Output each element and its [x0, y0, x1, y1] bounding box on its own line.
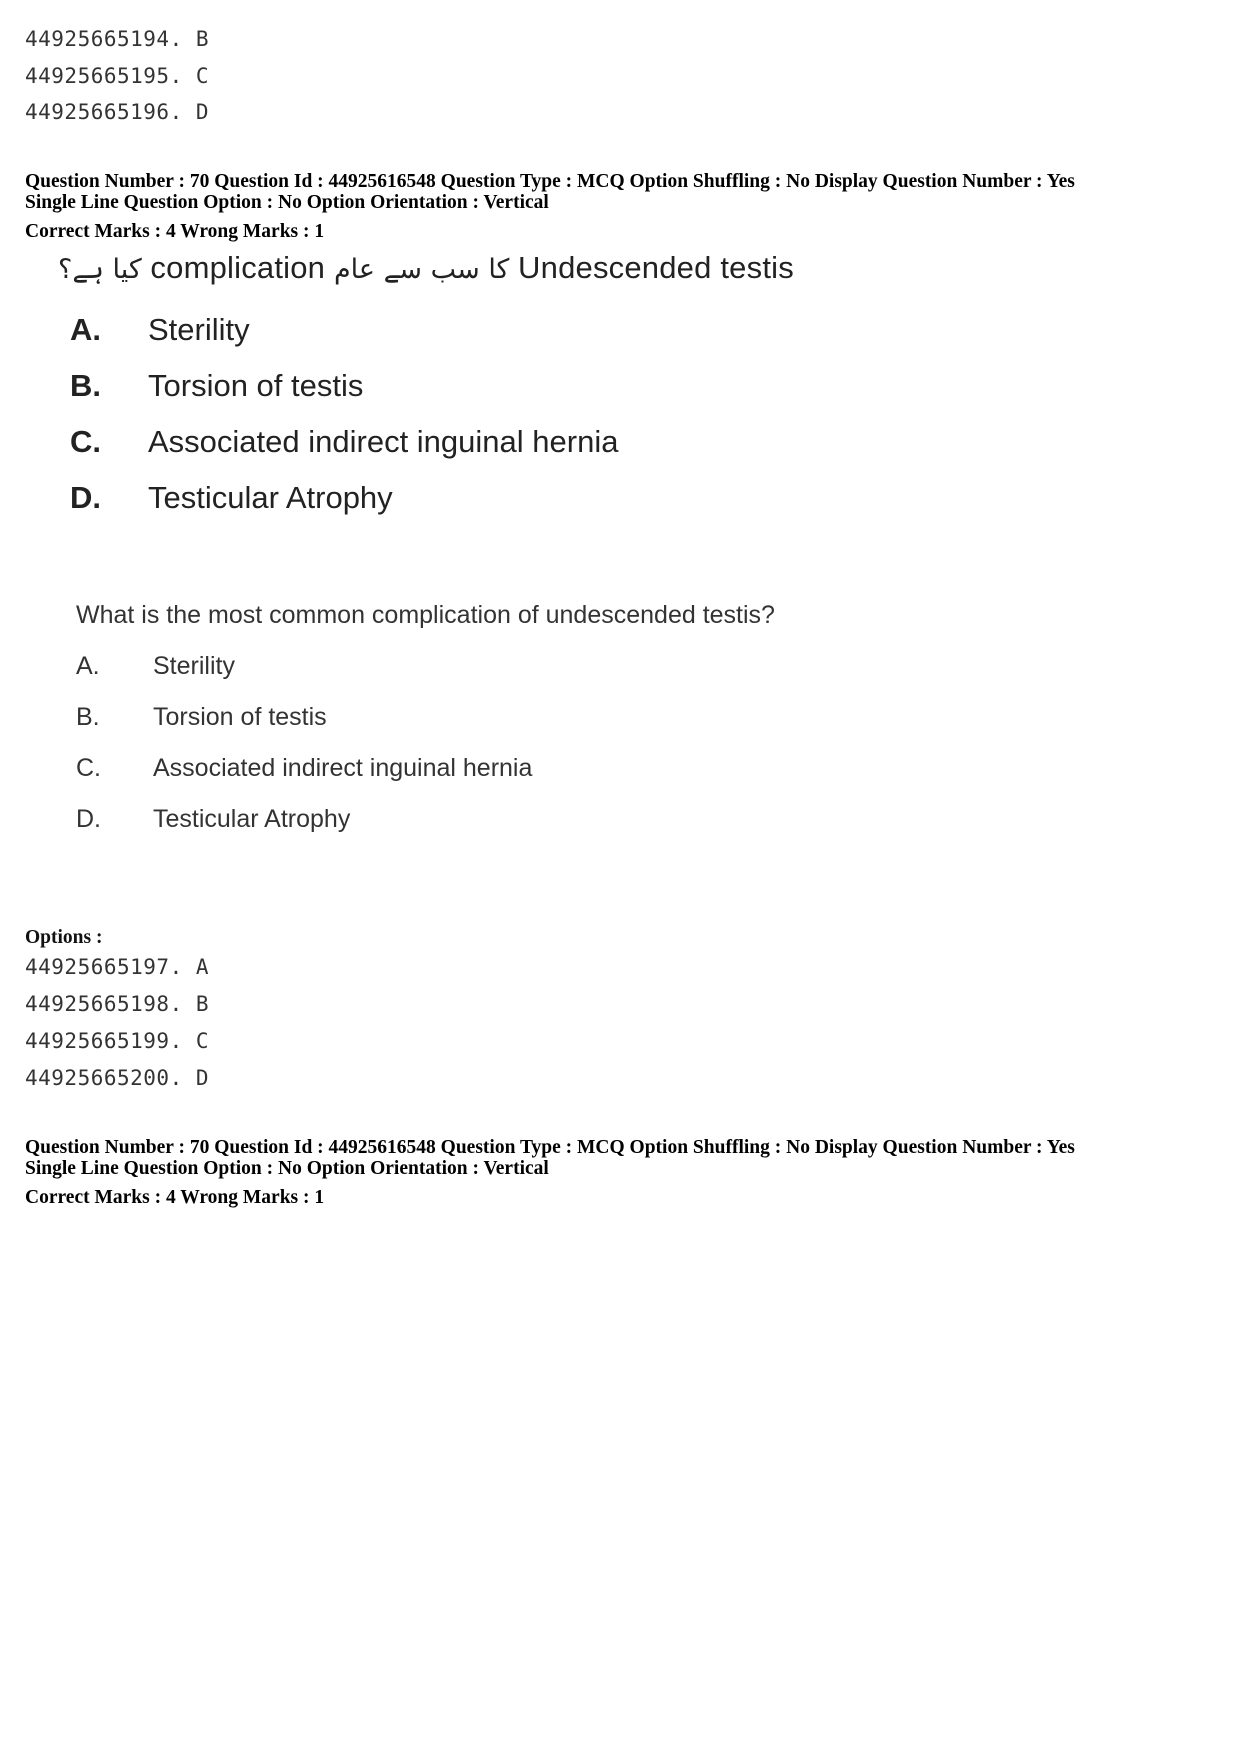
urdu-option-a: A. Sterility [70, 312, 250, 347]
question-english: What is the most common complication of undescended testis? [76, 601, 775, 629]
english-option-d: D. Testicular Atrophy [76, 805, 351, 833]
next-question-meta-line2: Single Line Question Option : No Option Orientation : Vertical [25, 1158, 549, 1179]
option-line: 44925665198. B [25, 992, 210, 1016]
option-line: 44925665200. D [25, 1066, 210, 1090]
english-option-a: A. Sterility [76, 652, 235, 680]
prev-option-line: 44925665194. B [25, 27, 210, 51]
question-meta-line2: Single Line Question Option : No Option Orientation : Vertical [25, 192, 549, 213]
urdu-text-tail: کیا ہے؟ [58, 254, 142, 285]
option-line: 44925665197. A [25, 955, 210, 979]
next-question-marks: Correct Marks : 4 Wrong Marks : 1 [25, 1187, 325, 1208]
question-marks: Correct Marks : 4 Wrong Marks : 1 [25, 221, 325, 242]
word-complication: complication [150, 250, 326, 285]
urdu-option-d: D. Testicular Atrophy [70, 480, 393, 515]
english-option-c: C. Associated indirect inguinal hernia [76, 754, 533, 782]
prev-option-line: 44925665196. D [25, 100, 210, 124]
urdu-option-b: B. Torsion of testis [70, 368, 364, 403]
english-option-b: B. Torsion of testis [76, 703, 327, 731]
next-question-meta-line1: Question Number : 70 Question Id : 44925616548 Question Type : MCQ Option Shuffling : No Display Question Number : Yes [25, 1137, 1075, 1158]
question-urdu [58, 250, 794, 286]
question-meta-line1: Question Number : 70 Question Id : 44925616548 Question Type : MCQ Option Shuffling : No Display Question Number : Yes [25, 171, 1075, 192]
english-head: Undescended testis [518, 250, 794, 285]
urdu-option-c: C. Associated indirect inguinal hernia [70, 424, 619, 459]
option-line: 44925665199. C [25, 1029, 210, 1053]
prev-option-line: 44925665195. C [25, 64, 210, 88]
urdu-text-mid: کا سب سے عام [333, 254, 510, 285]
options-label: Options : [25, 927, 103, 948]
